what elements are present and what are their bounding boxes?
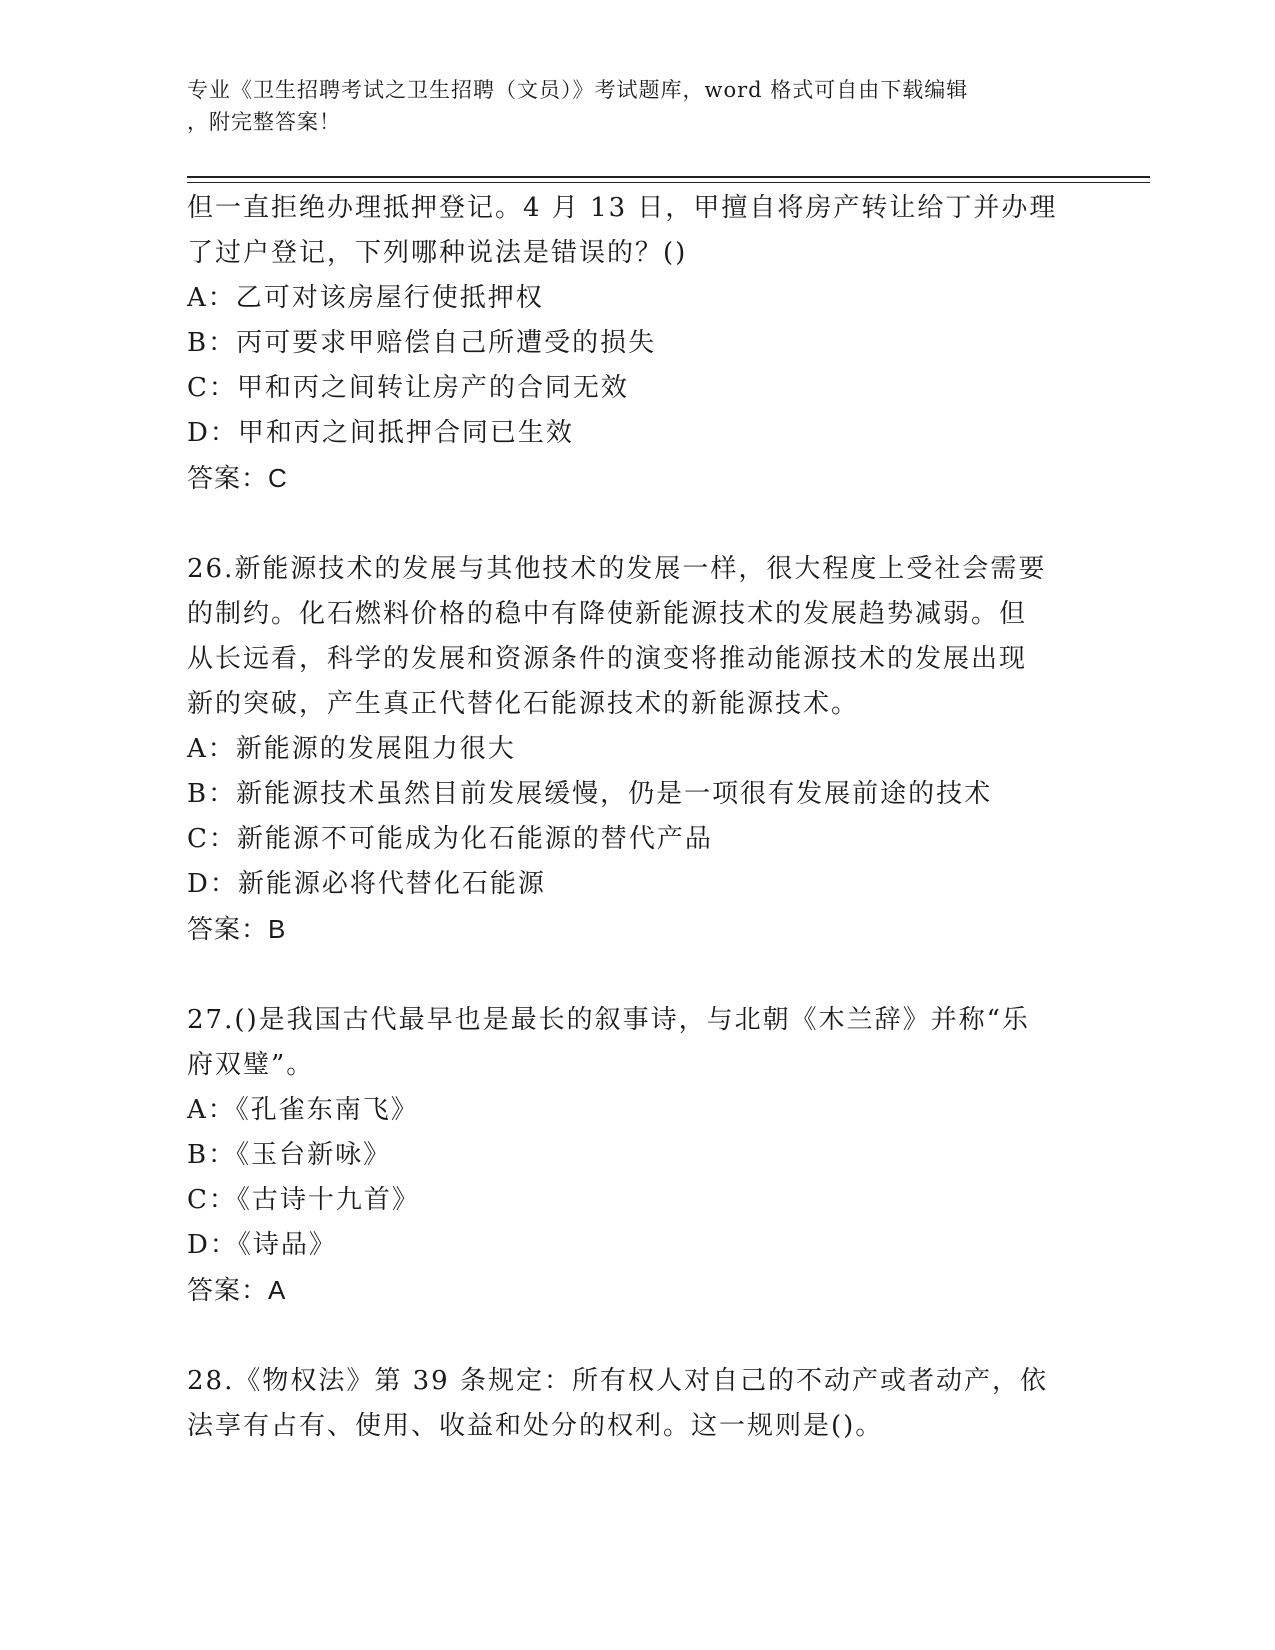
- question-stem-line: 26.新能源技术的发展与其他技术的发展一样，很大程度上受社会需要: [187, 554, 1047, 584]
- question-list: [187, 186, 1087, 1449]
- document-header: [187, 74, 1067, 138]
- question-stem-line: 了过户登记，下列哪种说法是错误的？(): [187, 238, 688, 268]
- spacer: [187, 1313, 1087, 1359]
- question-27: [187, 998, 1087, 1313]
- option-a: A：新能源的发展阻力很大: [187, 734, 516, 764]
- question-25: [187, 186, 1087, 501]
- question-stem-line: 法享有占有、使用、收益和处分的权利。这一规则是()。: [187, 1411, 884, 1441]
- option-a: A：《孔雀东南飞》: [187, 1095, 419, 1125]
- option-c: C：《古诗十九首》: [187, 1185, 420, 1215]
- option-b: B：新能源技术虽然目前发展缓慢，仍是一项很有发展前途的技术: [187, 779, 993, 809]
- spacer: [187, 952, 1087, 998]
- header-rule-thin: [187, 182, 1150, 183]
- question-26: [187, 547, 1087, 952]
- answer-line: 答案：C: [187, 463, 288, 493]
- answer-line: 答案：B: [187, 914, 287, 944]
- header-line-2: ，附完整答案！: [187, 110, 341, 134]
- spacer: [187, 501, 1087, 547]
- option-a: A：乙可对该房屋行使抵押权: [187, 283, 544, 313]
- header-line-1: 专业《卫生招聘考试之卫生招聘（文员）》考试题库，word 格式可自由下载编辑: [187, 78, 969, 102]
- option-c: C：新能源不可能成为化石能源的替代产品: [187, 824, 713, 854]
- option-d: D：《诗品》: [187, 1230, 337, 1260]
- option-d: D：甲和丙之间抵押合同已生效: [187, 418, 574, 448]
- header-rule-thick: [187, 176, 1150, 178]
- question-stem-line: 府双璧”。: [187, 1050, 315, 1080]
- question-stem-line: 从长远看，科学的发展和资源条件的演变将推动能源技术的发展出现: [187, 644, 1028, 674]
- question-stem-line: 但一直拒绝办理抵押登记。4 月 13 日，甲擅自将房产转让给丁并办理: [187, 193, 1058, 223]
- option-b: B：丙可要求甲赔偿自己所遭受的损失: [187, 328, 657, 358]
- question-stem-line: 新的突破，产生真正代替化石能源技术的新能源技术。: [187, 689, 860, 719]
- question-stem-line: 的制约。化石燃料价格的稳中有降使新能源技术的发展趋势减弱。但: [187, 599, 1028, 629]
- question-stem-line: 27.()是我国古代最早也是最长的叙事诗，与北朝《木兰辞》并称“乐: [187, 1005, 1030, 1035]
- option-d: D：新能源必将代替化石能源: [187, 869, 546, 899]
- question-stem-line: 28.《物权法》第 39 条规定：所有权人对自己的不动产或者动产，依: [187, 1366, 1048, 1396]
- option-b: B：《玉台新咏》: [187, 1140, 392, 1170]
- answer-line: 答案：A: [187, 1275, 287, 1305]
- question-28: [187, 1359, 1087, 1449]
- option-c: C：甲和丙之间转让房产的合同无效: [187, 373, 629, 403]
